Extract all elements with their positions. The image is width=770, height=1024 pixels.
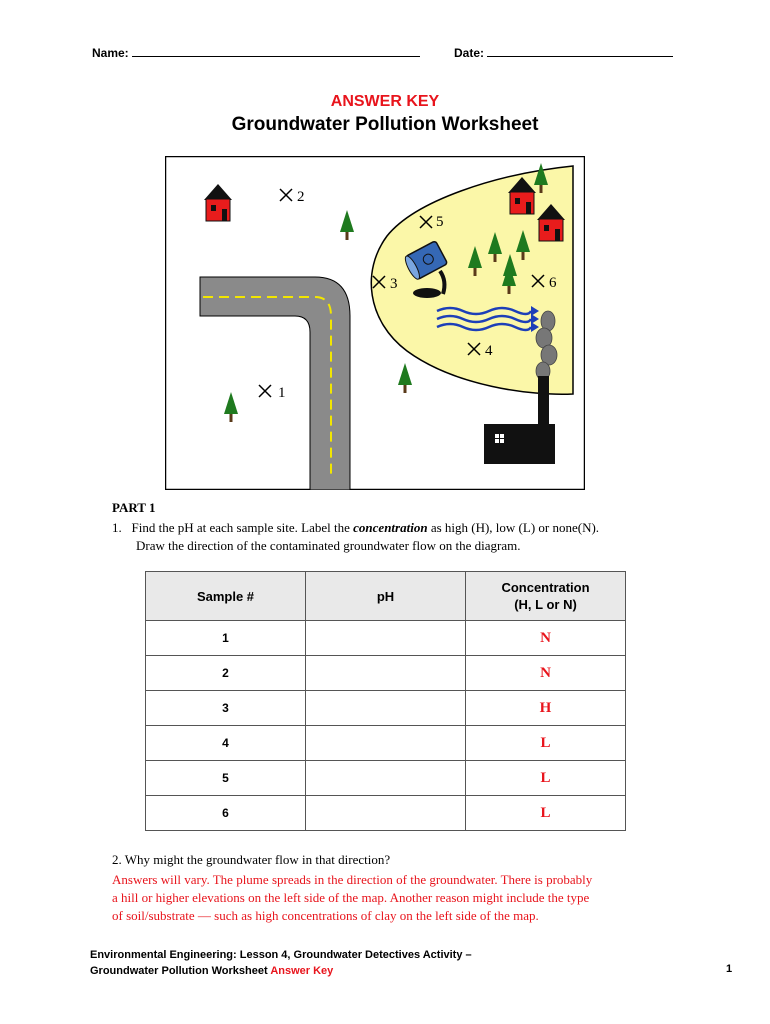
svg-text:3: 3 (390, 276, 398, 292)
date-label: Date: (454, 46, 485, 60)
table-row (146, 656, 626, 691)
sample-table (145, 571, 626, 831)
table-row (146, 691, 626, 726)
cell-concentration: N (466, 621, 626, 656)
footer-title: Groundwater Pollution Worksheet (90, 965, 268, 977)
answer-2-line: a hill or higher elevations on the left side of the map. Another reason might include the type (112, 890, 590, 905)
svg-text:1: 1 (278, 385, 286, 401)
footer-answer-key: Answer Key (270, 965, 334, 977)
answer-2-line: of soil/substrate — such as high concentrations of clay on the left side of the map. (112, 908, 539, 923)
q1-text-a: Find the pH at each sample site. Label the (131, 520, 350, 535)
table-row (146, 761, 626, 796)
q1-emphasis: concentration (353, 520, 428, 535)
cell-sample: 3 (146, 691, 306, 726)
date-field (454, 44, 673, 60)
part-heading: PART 1 (112, 500, 156, 515)
svg-text:2: 2 (297, 189, 305, 205)
q1-number: 1. (112, 520, 122, 535)
cell-sample: 2 (146, 656, 306, 691)
cell-ph[interactable] (306, 726, 466, 761)
name-label: Name: (92, 46, 129, 60)
name-field (92, 44, 420, 60)
date-blank (487, 44, 673, 57)
header-sample: Sample # (146, 572, 306, 621)
cell-concentration: L (466, 796, 626, 831)
table-header-row (146, 572, 626, 621)
cell-concentration: L (466, 726, 626, 761)
answer-2 (112, 871, 692, 925)
worksheet-title: Groundwater Pollution Worksheet (231, 114, 539, 135)
cell-concentration: H (466, 691, 626, 726)
header-concentration: Concentration (H, L or N) (466, 572, 626, 621)
cell-ph[interactable] (306, 621, 466, 656)
answer-2-line: Answers will vary. The plume spreads in the direction of the groundwater. There is probably (112, 872, 593, 887)
footer-line1: Environmental Engineering: Lesson 4, Groundwater Detectives Activity – (90, 949, 472, 961)
cell-ph[interactable] (306, 796, 466, 831)
answer-key-title: ANSWER KEY (330, 93, 440, 110)
name-blank (132, 44, 420, 57)
cell-concentration: L (466, 761, 626, 796)
cell-concentration: N (466, 656, 626, 691)
svg-text:6: 6 (549, 275, 557, 291)
cell-sample: 4 (146, 726, 306, 761)
cell-sample: 6 (146, 796, 306, 831)
cell-ph[interactable] (306, 761, 466, 796)
table-row (146, 796, 626, 831)
svg-text:5: 5 (436, 214, 444, 230)
cell-sample: 5 (146, 761, 306, 796)
question-1 (112, 519, 712, 555)
page-number: 1 (726, 963, 733, 975)
q1-text-b: as high (H), low (L) or none(N). (430, 520, 600, 535)
cell-ph[interactable] (306, 656, 466, 691)
q1-line2: Draw the direction of the contaminated groundwater flow on the diagram. (136, 538, 521, 553)
cell-ph[interactable] (306, 691, 466, 726)
question-2: 2. Why might the groundwater flow in that direction? (112, 852, 391, 867)
footer-line2 (90, 963, 472, 979)
groundwater-map (165, 156, 585, 490)
svg-text:4: 4 (485, 343, 493, 359)
cell-sample: 1 (146, 621, 306, 656)
spill-puddle (413, 288, 441, 298)
footer (90, 947, 472, 979)
table-row (146, 726, 626, 761)
table-row (146, 621, 626, 656)
header-ph: pH (306, 572, 466, 621)
